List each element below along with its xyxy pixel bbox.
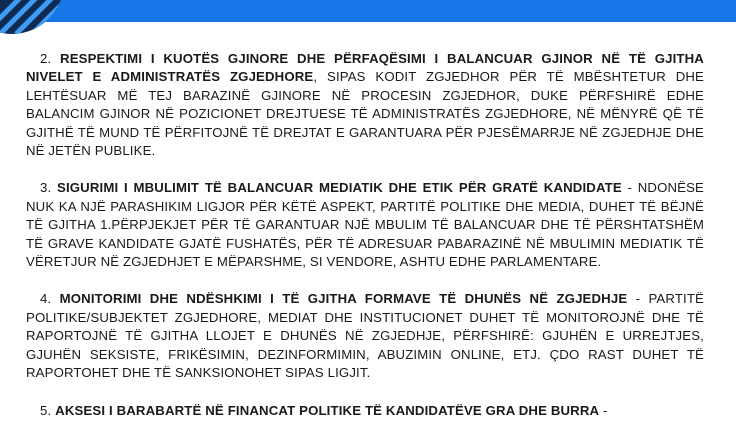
item-number: 3. [40,180,52,196]
item-heading: RESPEKTIMI I KUOTËS GJINORE DHE PËRFAQËSIMI I BALANCUAR GJINOR NË TË GJITHA NIVELET E ADMINISTRATËS ZGJEDHORE [26,51,704,85]
item-body: - [599,402,608,418]
list-item-3 [26,179,704,271]
item-body: - NDONËSE NUK KA NJË PARASHIKIM LIGJOR PËR KËTË ASPEKT, PARTITË POLITIKE DHE MEDIA, DUHET TË BËJNË TË GJITHA 1.PËRPJEKJET PËR TË GARANTUAR NJË MBULIM TË BALANCUAR DHE TË PËRSHTATSHËM TË GRAVE KANDIDATE GJATË FUSHATËS, PËR TË ADRESUAR PABARAZINË NË MBULIMIN MEDIATIK TË VËRETJUR NË ZGJEDHJET E MËPARSHME, SI VENDORE, ASHTU EDHE PARLAMENTARE. [26,180,704,270]
item-heading: SIGURIMI I MBULIMIT TË BALANCUAR MEDIATIK DHE ETIK PËR GRATË KANDIDATE [57,180,622,196]
document-body [26,50,704,439]
item-heading: AKSESI I BARABARTË NË FINANCAT POLITIKE TË KANDIDATËVE GRA DHE BURRA [55,402,600,418]
item-body: , SIPAS KODIT ZGJEDHOR PËR TË MBËSHTETUR DHE LEHTËSUAR MË TEJ BARAZINË GJINORE NË PROCESIN ZGJEDHOR, DUKE PËRFSHIRË EDHE BALANCIM GJINOR NË POZICIONET DREJTUESE TË ADMINISTRATËS ZGJEDHORE, NË MËNYRË QË TË GJITHË TË MUND TË PËRFITOJNË TË DREJTAT E GARANTUARA PËR PJESËMARRJE NË ZGJEDHJE DHE NË JETËN PUBLIKE. [26,69,705,159]
item-body: - PARTITË POLITIKE/SUBJEKTET ZGJEDHORE, MEDIAT DHE INSTITUCIONET DUHET TË MONITOROJNË DHE TË RAPORTOJNË TË GJITHA LLOJET E DHUNËS NË ZGJEDHJE, PËRFSHIRË: GJUHËN E URREJTJES, GJUHËN SEKSISTE, FRIKËSIMIN, DEZINFORMIMIN, ABUZIMIN ONLINE, ETJ. ÇDO RAST DUHET TË RAPORTOHET DHE TË SANKSIONOHET SIPAS LIGJIT. [26,291,704,381]
striped-circle-badge-icon [0,0,64,34]
item-heading: MONITORIMI DHE NDËSHKIMI I TË GJITHA FORMAVE TË DHUNËS NË ZGJEDHJE [59,291,628,307]
top-color-band [0,0,736,22]
list-item-5 [26,402,704,420]
list-item-4 [26,290,704,382]
badge-stripes [0,0,64,34]
item-number: 5. [40,402,52,418]
item-number: 4. [40,291,52,307]
item-number: 2. [40,51,52,66]
list-item-2 [26,50,704,160]
